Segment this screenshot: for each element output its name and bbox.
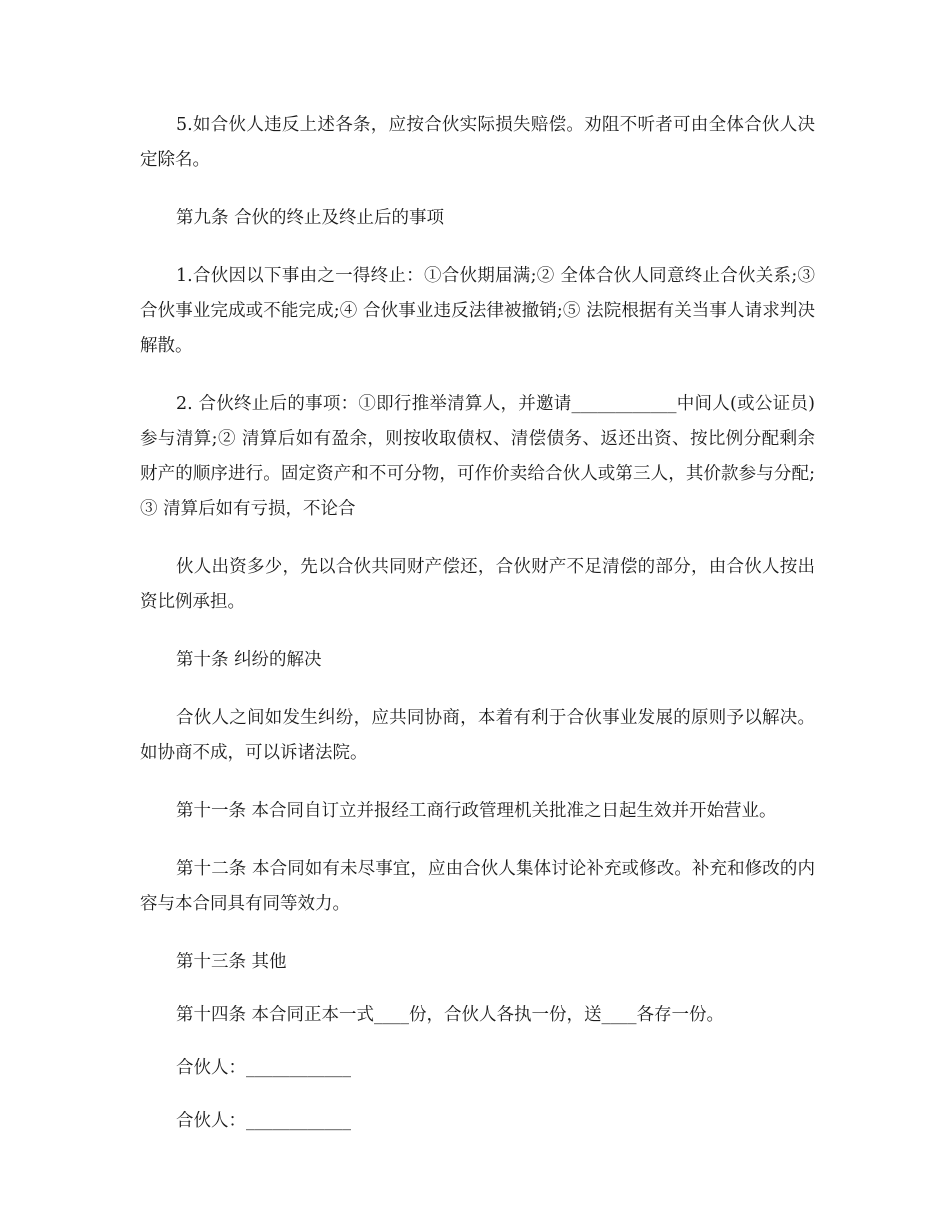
heading-article-9: 第九条 合伙的终止及终止后的事项 <box>176 208 445 228</box>
paragraph-article-12: 第十二条 本合同如有未尽事宜，应由合伙人集体讨论补充或修改。补充和修改的内容与本合同具有同等效力。 <box>140 859 815 914</box>
paragraph-loss-sharing: 伙人出资多少，先以合伙共同财产偿还，合伙财产不足清偿的部分，由合伙人按出资比例承担。 <box>140 557 815 612</box>
paragraph-article-14: 第十四条 本合同正本一式____份，合伙人各执一份，送____各存一份。 <box>176 1005 725 1025</box>
heading-article-13: 第十三条 其他 <box>176 952 287 972</box>
signature-line-partner-2: 合伙人：____________ <box>176 1111 351 1131</box>
paragraph-post-termination: 2. 合伙终止后的事项：①即行推举清算人，并邀请____________中间人(或公证员)参与清算;② 清算后如有盈余，则按收取债权、清偿债务、返还出资、按比例分配剩余财产的顺序进行。固定资产和不可分物，可作价卖给合伙人或第三人，其价款参与分配;③ 清算后如有亏损，不论合 <box>140 394 815 519</box>
paragraph-dispute-resolution: 合伙人之间如发生纠纷，应共同协商，本着有利于合伙事业发展的原则予以解决。如协商不成，可以诉诸法院。 <box>140 708 815 763</box>
signature-line-partner-1: 合伙人：____________ <box>176 1058 351 1078</box>
paragraph-termination-causes: 1.合伙因以下事由之一得终止：①合伙期届满;② 全体合伙人同意终止合伙关系;③ 合伙事业完成或不能完成;④ 合伙事业违反法律被撤销;⑤ 法院根据有关当事人请求判决解散。 <box>140 266 815 356</box>
paragraph-compensation-clause: 5.如合伙人违反上述各条，应按合伙实际损失赔偿。劝阻不听者可由全体合伙人决定除名。 <box>140 115 815 170</box>
heading-article-10: 第十条 纠纷的解决 <box>176 650 322 670</box>
document-body <box>140 108 815 1157</box>
paragraph-article-11: 第十一条 本合同自订立并报经工商行政管理机关批准之日起生效并开始营业。 <box>176 801 777 821</box>
